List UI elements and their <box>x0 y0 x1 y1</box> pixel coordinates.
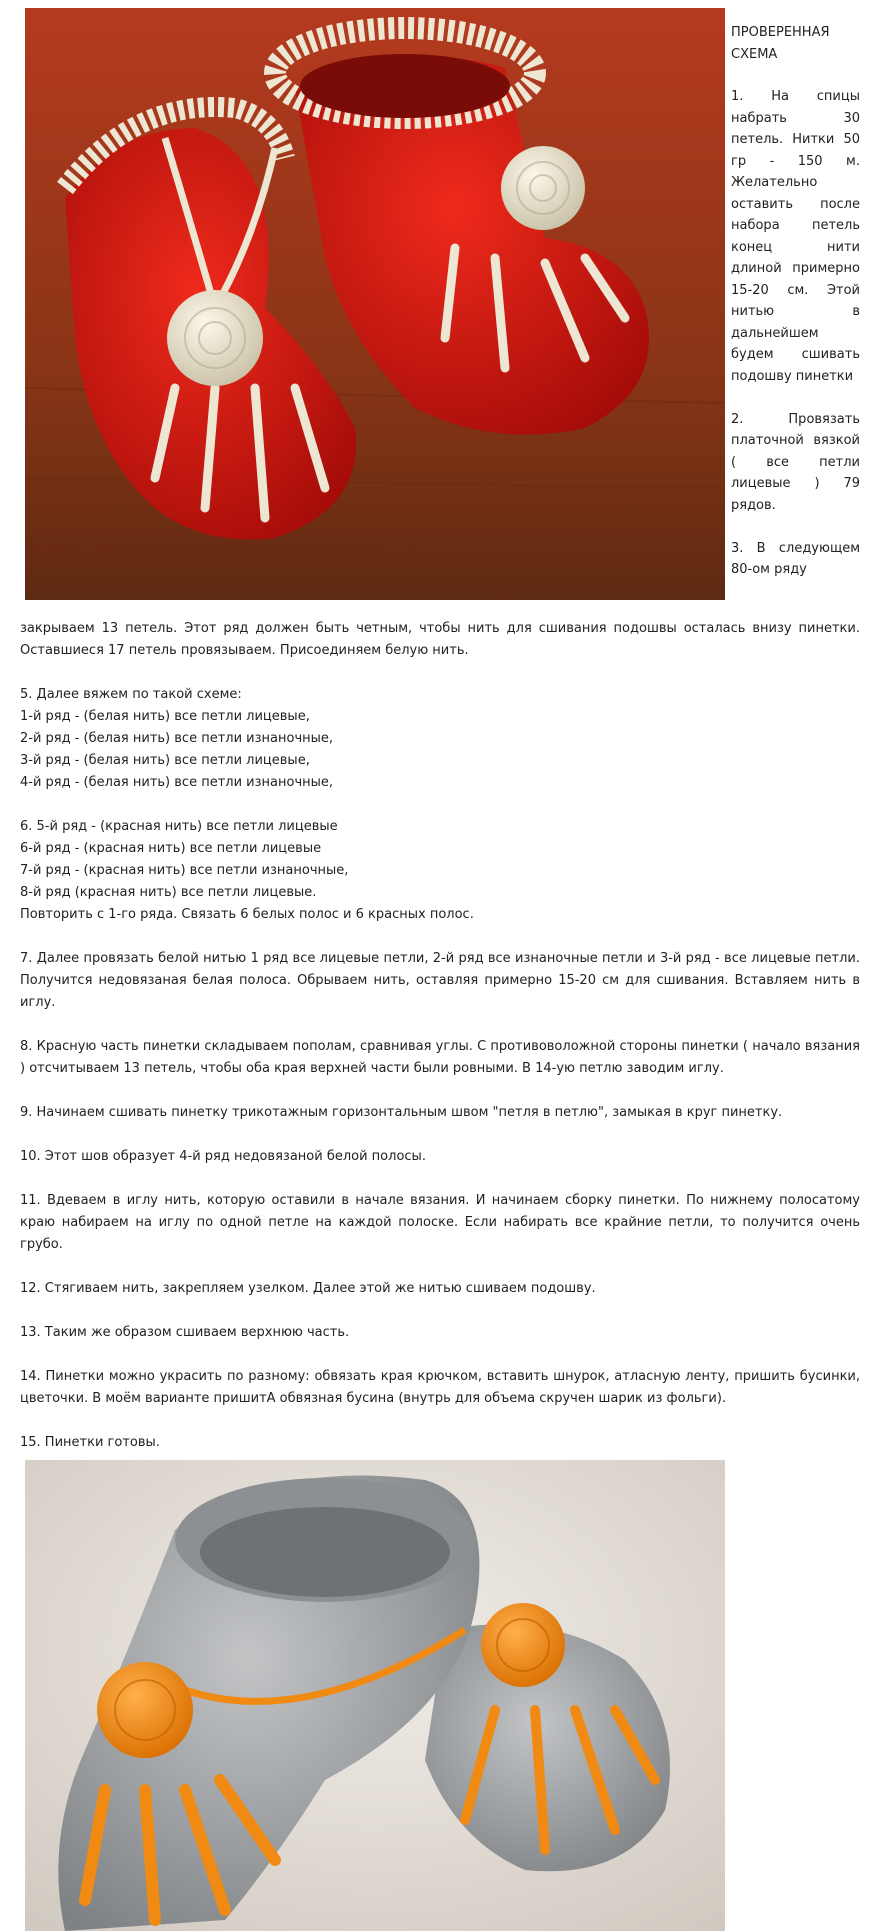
step-3-rest: закрываем 13 петель. Этот ряд должен быть четным, чтобы нить для сшивания подошвы осталась внизу пинетки. Оставшиеся 17 петель провязываем. Присоединяем белую нить. <box>20 621 860 658</box>
step-15: 15. Пинетки готовы. <box>20 1435 160 1450</box>
instructions <box>20 590 860 1476</box>
step-2: 2. Провязать платочной вязкой ( все петли лицевые ) 79 рядов. <box>731 411 860 513</box>
step-6-line: 6-й ряд - (красная нить) все петли лицевые <box>20 841 322 856</box>
step-6-list <box>20 816 860 926</box>
step-8: 8. Красную часть пинетки складываем пополам, сравнивая углы. С противоволожной стороны пинетки ( начало вязания ) отсчитываем 13 петель, чтобы оба края верхней части были ровными. В 14-ую петлю заводим иглу. <box>20 1039 860 1076</box>
step-1: 1. На спицы набрать 30 петель. Нитки 50 гр - 150 м. Желательно оставить после набора петель конец нити длиной примерно 15-20 см. Этой нитью в дальнейшем будем сшивать подошву пинетки <box>731 89 860 384</box>
step-9: 9. Начинаем сшивать пинетку трикотажным горизонтальным швом "петля в петлю", замыкая в круг пинетку. <box>20 1105 783 1120</box>
step-5-line: 3-й ряд - (белая нить) все петли лицевые, <box>20 753 310 768</box>
step-3-start: 3. В следующем 80-ом ряду <box>731 540 860 577</box>
grey-booties-photo <box>25 1460 725 1931</box>
step-6-line: Повторить с 1-го ряда. Связать 6 белых полос и 6 красных полос. <box>20 907 474 922</box>
step-7: 7. Далее провязать белой нитью 1 ряд все лицевые петли, 2-й ряд все изнаночные петли и 3-й ряд - все лицевые петли. Получится недовязаная белая полоса. Обрываем нить, оставляя примерно 15-20 см для сшивания. Вставляем нить в иглу. <box>20 951 860 1010</box>
side-column <box>731 22 860 581</box>
step-5-list <box>20 684 860 794</box>
page-title: ПРОВЕРЕННАЯ СХЕМА <box>731 25 830 62</box>
step-10: 10. Этот шов образует 4-й ряд недовязаной белой полосы. <box>20 1149 426 1164</box>
step-6-line: 7-й ряд - (красная нить) все петли изнаночные, <box>20 863 349 878</box>
step-14: 14. Пинетки можно украсить по разному: обвязать края крючком, вставить шнурок, атласную ленту, пришить бусинки, цветочки. В моём варианте пришитА обвязная бусина (внутрь для объема скручен шарик из фольги). <box>20 1369 860 1406</box>
step-12: 12. Стягиваем нить, закрепляем узелком. Далее этой же нитью сшиваем подошву. <box>20 1281 596 1296</box>
step-5-line: 2-й ряд - (белая нить) все петли изнаночные, <box>20 731 334 746</box>
red-booties-photo <box>25 8 725 600</box>
step-6-line: 6. 5-й ряд - (красная нить) все петли лицевые <box>20 819 338 834</box>
step-5-line: 1-й ряд - (белая нить) все петли лицевые, <box>20 709 310 724</box>
step-13: 13. Таким же образом сшиваем верхнюю часть. <box>20 1325 350 1340</box>
step-11: 11. Вдеваем в иглу нить, которую оставили в начале вязания. И начинаем сборку пинетки. По нижнему полосатому краю набираем на иглу по одной петле на каждой полоске. Если набирать все крайние петли, то получится очень грубо. <box>20 1193 860 1252</box>
step-5-line: 5. Далее вяжем по такой схеме: <box>20 687 242 702</box>
step-5-line: 4-й ряд - (белая нить) все петли изнаночные, <box>20 775 334 790</box>
step-6-line: 8-й ряд (красная нить) все петли лицевые. <box>20 885 317 900</box>
